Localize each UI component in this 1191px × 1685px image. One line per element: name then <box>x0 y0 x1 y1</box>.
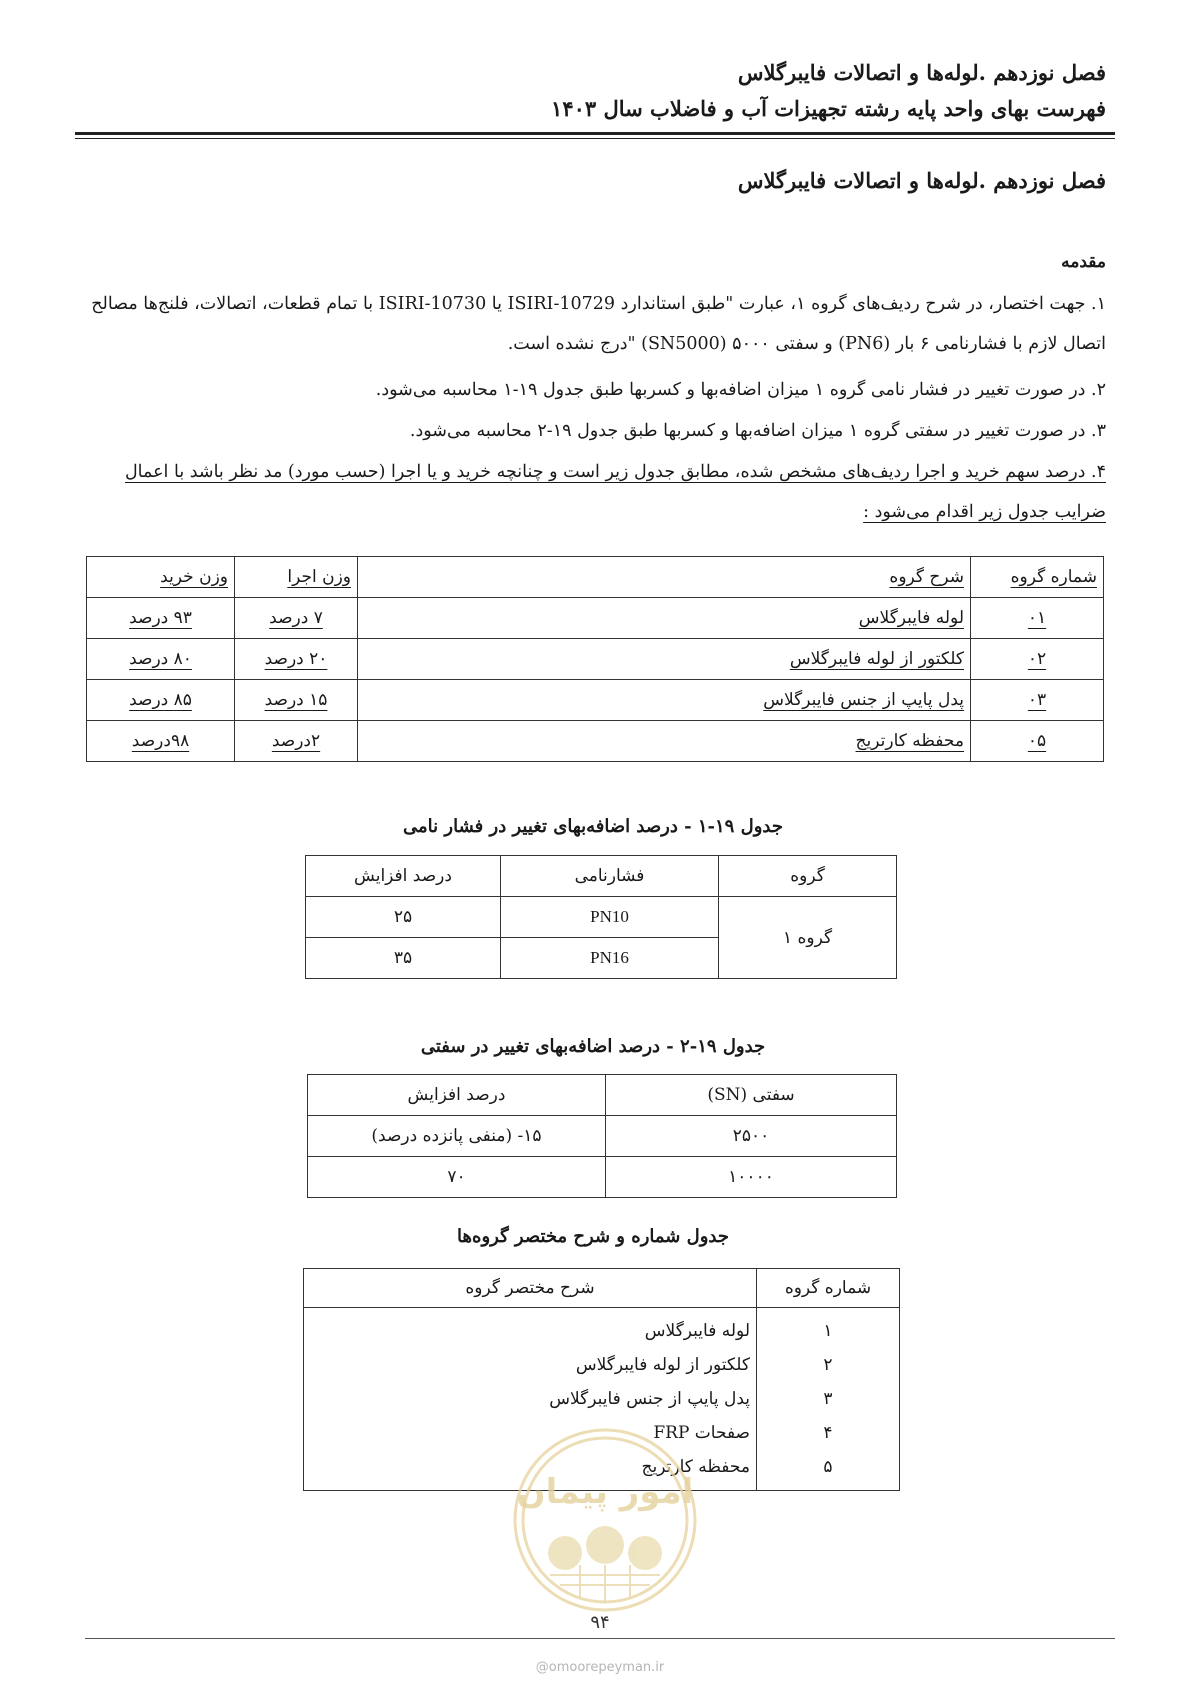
purchase-execution-share-table <box>86 556 1104 762</box>
group-number: ۴ <box>757 1416 900 1450</box>
table-row <box>304 1382 900 1416</box>
group-number: ۰۲ <box>971 639 1104 680</box>
header-group-description: شرح گروه <box>358 557 971 598</box>
group-summary: کلکتور از لوله فایبرگلاس <box>304 1348 757 1382</box>
header-price-list-title: فهرست بهای واحد پایه رشته تجهیزات آب و فاضلاب سال ۱۴۰۳ <box>551 96 1106 121</box>
chapter-title: فصل نوزدهم .لوله‌ها و اتصالات فایبرگلاس <box>737 168 1106 193</box>
purchase-weight: ۹۳ درصد <box>87 598 235 639</box>
stiffness-value: ۱۰۰۰۰ <box>606 1157 897 1198</box>
group-number: ۰۳ <box>971 680 1104 721</box>
nominal-pressure: PN16 <box>501 938 719 979</box>
table-row <box>87 639 1104 680</box>
watermark-seal-logo <box>510 1425 700 1615</box>
execution-weight: ۷ درصد <box>235 598 358 639</box>
increase-percent: ۲۵ <box>306 897 501 938</box>
header-rule-thick <box>75 132 1115 135</box>
header-rule-thin <box>75 138 1115 139</box>
table-header-row <box>304 1269 900 1308</box>
header-purchase-weight: وزن خرید <box>87 557 235 598</box>
table-row <box>87 721 1104 762</box>
header-increase-percent: درصد افزایش <box>308 1075 606 1116</box>
table-header-row <box>87 557 1104 598</box>
group-description: پدل پایپ از جنس فایبرگلاس <box>358 680 971 721</box>
header-execution-weight: وزن اجرا <box>235 557 358 598</box>
purchase-weight: ۸۵ درصد <box>87 680 235 721</box>
purchase-weight: ۹۸درصد <box>87 721 235 762</box>
watermark-site-text: @omoorepeyman.ir <box>535 1660 665 1675</box>
header-increase-percent: درصد افزایش <box>306 856 501 897</box>
table-header-row <box>306 856 897 897</box>
nominal-pressure: PN10 <box>501 897 719 938</box>
table-row <box>87 598 1104 639</box>
group-summary: محفظه کارتریج <box>304 1450 757 1491</box>
page-number: ۹۴ <box>590 1612 610 1633</box>
group-description: لوله فایبرگلاس <box>358 598 971 639</box>
header-stiffness: سفتی (SN) <box>606 1075 897 1116</box>
group-summary: لوله فایبرگلاس <box>304 1308 757 1349</box>
increase-percent: ۱۵- (منفی پانزده درصد) <box>308 1116 606 1157</box>
purchase-weight: ۸۰ درصد <box>87 639 235 680</box>
group-summary: صفحات FRP <box>304 1416 757 1450</box>
header-group-number: شماره گروه <box>971 557 1104 598</box>
increase-percent: ۷۰ <box>308 1157 606 1198</box>
group-number: ۱ <box>757 1308 900 1349</box>
header-group-summary: شرح مختصر گروه <box>304 1269 757 1308</box>
execution-weight: ۲۰ درصد <box>235 639 358 680</box>
group-number: ۰۵ <box>971 721 1104 762</box>
stiffness-value: ۲۵۰۰ <box>606 1116 897 1157</box>
execution-weight: ۱۵ درصد <box>235 680 358 721</box>
group-summary: پدل پایپ از جنس فایبرگلاس <box>304 1382 757 1416</box>
pressure-table-caption: جدول ۱۹-۱ - درصد اضافه‌بهای تغییر در فشار نامی <box>403 816 783 837</box>
group-number: ۲ <box>757 1348 900 1382</box>
watermark-seal-text: امور پیمان <box>516 1472 694 1512</box>
table-row <box>304 1348 900 1382</box>
group-number: ۳ <box>757 1382 900 1416</box>
footer-rule <box>85 1638 1115 1639</box>
paragraph-1: ۱. جهت اختصار، در شرح ردیف‌های گروه ۱، عبارت "طبق استاندارد ISIRI-10729 یا ISIRI-10730 با تمام قطعات، اتصالات، فلنج‌ها مصالح اتصال لازم با فشارنامی ۶ بار (PN6) و سفتی ۵۰۰۰ (SN5000) "درج نشده است. <box>91 294 1106 354</box>
group-description: محفظه کارتریج <box>358 721 971 762</box>
header-group: گروه <box>719 856 897 897</box>
table-row <box>304 1308 900 1349</box>
groups-table-caption: جدول شماره و شرح مختصر گروه‌ها <box>457 1226 729 1247</box>
execution-weight: ۲درصد <box>235 721 358 762</box>
group-number: ۵ <box>757 1450 900 1491</box>
table-row <box>87 680 1104 721</box>
stiffness-surcharge-table <box>307 1074 897 1198</box>
paragraph-4: ۴. درصد سهم خرید و اجرا ردیف‌های مشخص شده، مطابق جدول زیر است و چنانچه خرید و یا اجرا (حسب مورد) مد نظر باشد با اعمال ضرایب جدول زیر اقدام می‌شود : <box>124 462 1106 522</box>
pressure-surcharge-table <box>305 855 897 979</box>
paragraph-2: ۲. در صورت تغییر در فشار نامی گروه ۱ میزان اضافه‌بها و کسربها طبق جدول ۱۹-۱ محاسبه می‌شود. <box>375 380 1106 400</box>
table-header-row <box>308 1075 897 1116</box>
intro-heading: مقدمه <box>1061 252 1106 272</box>
table-row <box>306 897 897 938</box>
paragraph-3: ۳. در صورت تغییر در سفتی گروه ۱ میزان اضافه‌بها و کسربها طبق جدول ۱۹-۲ محاسبه می‌شود. <box>409 421 1106 441</box>
header-chapter-title: فصل نوزدهم .لوله‌ها و اتصالات فایبرگلاس <box>737 60 1106 85</box>
increase-percent: ۳۵ <box>306 938 501 979</box>
header-group-number: شماره گروه <box>757 1269 900 1308</box>
group-cell: گروه ۱ <box>719 897 897 979</box>
table-row <box>308 1116 897 1157</box>
group-number: ۰۱ <box>971 598 1104 639</box>
table-row <box>308 1157 897 1198</box>
header-nominal-pressure: فشارنامی <box>501 856 719 897</box>
group-description: کلکتور از لوله فایبرگلاس <box>358 639 971 680</box>
stiffness-table-caption: جدول ۱۹-۲ - درصد اضافه‌بهای تغییر در سفتی <box>420 1036 766 1057</box>
